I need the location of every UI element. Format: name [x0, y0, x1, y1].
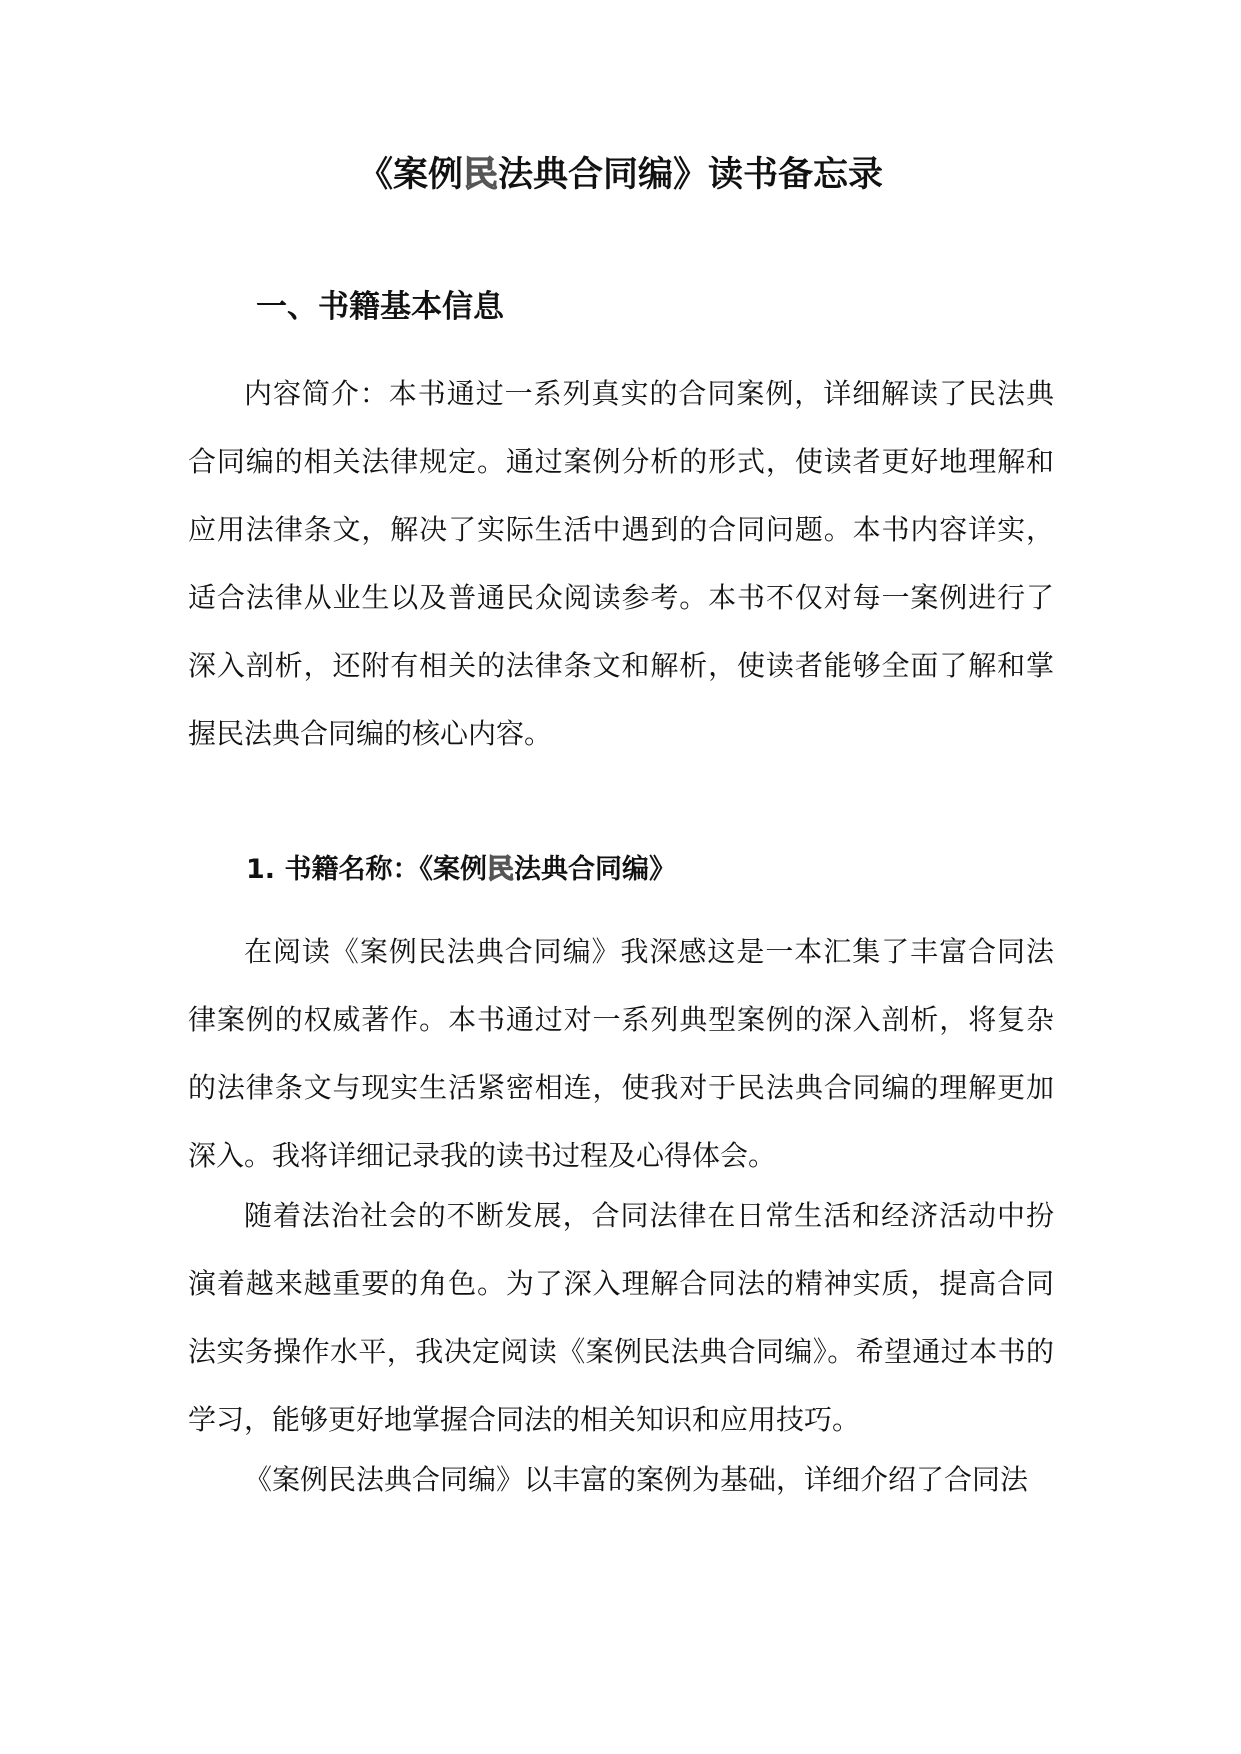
body-paragraph: 《案例民法典合同编》以丰富的案例为基础，详细介绍了合同法 [244, 1463, 1029, 1496]
book-name-heading-end: 法典合同编》 [513, 854, 676, 885]
section-heading-basic-info: 一、书籍基本信息 [256, 289, 504, 325]
document-title [0, 150, 1241, 200]
body-paragraph: 在阅读《案例民法典合同编》我深感这是一本汇集了丰富合同法律案例的权威著作。本书通过对一系列典型案例的深入剖析，将复杂的法律条文与现实生活紧密相连，使我对于民法典合同编的理解更加深入。我将详细记录我的读书过程及心得体会。 [188, 935, 1054, 1172]
title-text-start: 《案例 [357, 155, 463, 195]
title-text-end: 法典合同编》读书备忘录 [498, 155, 884, 195]
book-name-hollow-character: 民 [486, 854, 514, 885]
book-name-heading [246, 848, 676, 892]
title-hollow-character: 民 [462, 155, 498, 195]
book-name-heading-start: 1. 书籍名称：《案例 [246, 854, 487, 885]
body-paragraph: 随着法治社会的不断发展，合同法律在日常生活和经济活动中扮演着越来越重要的角色。为了深入理解合同法的精神实质，提高合同法实务操作水平，我决定阅读《案例民法典合同编》。希望通过本书的学习，能够更好地掌握合同法的相关知识和应用技巧。 [188, 1199, 1054, 1436]
intro-paragraph: 内容简介：本书通过一系列真实的合同案例，详细解读了民法典合同编的相关法律规定。通过案例分析的形式，使读者更好地理解和应用法律条文，解决了实际生活中遇到的合同问题。本书内容详实，适合法律从业生以及普通民众阅读参考。本书不仅对每一案例进行了深入剖析，还附有相关的法律条文和解析，使读者能够全面了解和掌握民法典合同编的核心内容。 [188, 377, 1054, 750]
